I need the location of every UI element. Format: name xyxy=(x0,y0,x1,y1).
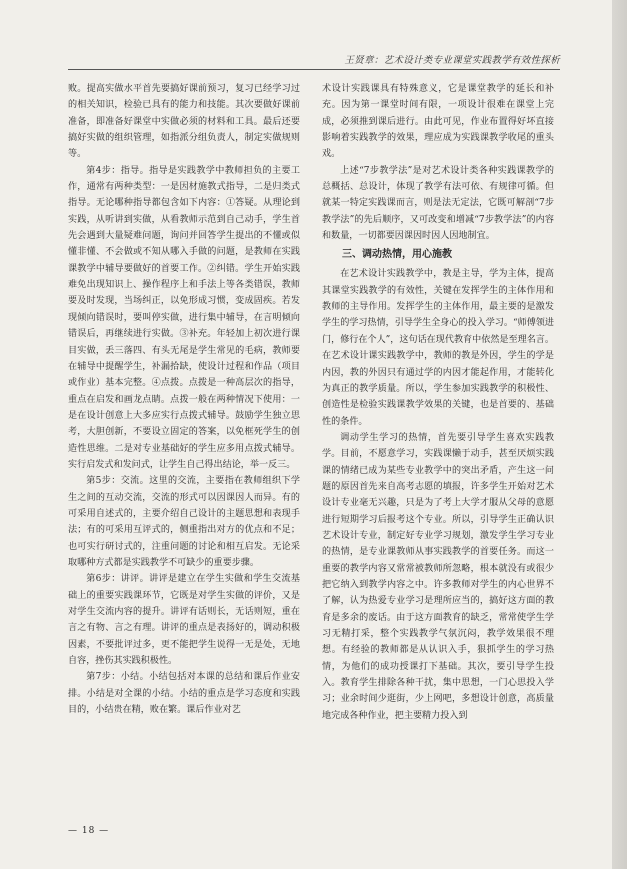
section-heading: 三、调动热情，用心施教 xyxy=(342,249,452,261)
page-number: — 18 — xyxy=(68,826,110,836)
paragraph-learning-passion: 调动学生学习的热情，首先要引导学生喜欢实践教学。目前，不愿意学习，实践课懒于动手，甚至厌烦实践课的情绪已成为某些专业教学中的突出矛盾，产生这一问题的原因首先来自高考志愿的填报，许多学生开始对艺术设计专业毫无兴趣，只是为了考上大学才服从父母的意愿进行短期学习后报考这个专业。所以，引导学生正确认识艺术设计专业，制定好专业学习规划，激发学生学习专业的热情，是专业课教师从事实践教学的首要任务。而这一重要的教学内容又常常被教师所忽略，根本就没有或很少把它纳入到教学内容之中。许多教师对学生的内心世界不了解，认为热爱专业学习是理所应当的，搞好这方面的教育是多余的废话。由于这方面教育的缺乏，常常使学生学习无精打采，整个实践教学气氛沉闷，教学效果很不理想。有经验的教师都是从认识入手，狠抓学生的学习热情，为他们的成功授课打下基础。其次，要引导学生投入。教育学生排除各种干扰，集中思想，一门心思投入学习；业余时间少逛街，少上网吧，多想设计创意，高质量地完成各种作业，把主要精力投入到 xyxy=(322,432,554,721)
paragraph-step5-exchange: 第5步：交流。这里的交流，主要指在教师组织下学生之间的互动交流，交流的形式可以因课因人而异。有的可采用自述式的，主要介绍自己设计的主题思想和表现手法；有的可采用互评式的，侧重指出对方的优点和不足；也可实行研讨式的，注重问题的讨论和相互启发。无论采取哪种方式都是实践教学不可缺少的重要步骤。 xyxy=(68,476,300,568)
paragraph-continuation: 败。提高实做水平首先要搞好课前预习，复习已经学习过的相关知识，检验已具有的能力和技能。其次要做好课前准备，即准备好课堂中实做必须的材料和工具。最后还要搞好实做的组织管理，如指派分组负责人，制定实做规则等。 xyxy=(68,84,300,160)
paragraph-step4-guidance: 第4步：指导。指导是实践教学中教师担负的主要工作，通常有两种类型：一是因材施教式指导，二是归类式指导。无论哪种指导都包含如下内容：①答疑。从理论到实践，从听讲到实做，从看教师示范到自己动手，学生首先会遇到大量疑难问题，询问并回答学生提出的不懂或似懂非懂、不会做或不知从哪入手做的问题，是教师在实践课教学中辅导要做好的首要工作。②纠错。学生开始实践难免出现知识上、操作程序上和手法上等各类错误，教师要及时发现，当场纠正，以免形成习惯，变成固疾。若发现倾向错误时，要叫停实做，进行集中辅导，在言明倾向错误后，再继续进行实做。③补充。年轻加上初次进行课目实做，丢三落四、有头无尾是学生常见的毛病，教师要在辅导中提醒学生，补漏拾缺，使设计过程和作品（项目或作业）基本完整。④点拨。点拨是一种高层次的指导，重点在启发和画龙点睛。点拨一般在两种情况下使用：一是在设计创意上大多应实行点拨式辅导。鼓励学生独立思考，大胆创新，不要设立固定的答案，以免框死学生的创造性思维。二是对专业基础好的学生应多用点拨式辅导。实行启发式和发问式，让学生自己得出结论，举一反三。 xyxy=(68,165,300,470)
paragraph-homework: 术设计实践课具有特殊意义，它是课堂教学的延长和补充。因为第一课堂时间有限，一项设计很难在课堂上完成，必须推到课后进行。由此可见，作业布置得好坏直接影响着实践教学的效果，理应成为实践课教学收尾的重头戏。 xyxy=(322,84,554,160)
paragraph-student-subject: 在艺术设计实践教学中，教是主导，学为主体，提高其课堂实践教学的有效性，关键在发挥学生的主体作用和教师的主导作用。发挥学生的主体作用，最主要的是激发学生的学习热情，引导学生全身心的投入学习。“师傅领进门，修行在个人”，这句话在现代教育中依然是至理名言。在艺术设计课实践教学中，教师的教是外因，学生的学是内因，教的外因只有通过学的内因才能起作用，才能转化为真正的教学质量。所以，学生参加实践教学的积极性、创造性是检验实践课教学效果的关键，也是首要的、基础性的条件。 xyxy=(322,269,554,427)
paragraph-seven-step-method: 上述“7步教学法”是对艺术设计类各种实践课教学的总概括、总设计，体现了教学有法可依、有规律可循。但就某一特定实践课而言，则是法无定法，它既可解剖“7步教学法”的先后顺序，又可改变和增减“7步教学法”的内容和数量，一切都要因课因时因人因地制宜。 xyxy=(322,165,554,242)
right-column xyxy=(322,81,554,724)
page-gutter xyxy=(612,0,627,869)
header-rule xyxy=(68,69,560,70)
running-header: 王贤章：艺术设计类专业课堂实践教学有效性探析 xyxy=(344,55,560,66)
paragraph-step7-summary: 第7步：小结。小结包括对本课的总结和课后作业安排。小结是对全课的小结。小结的重点是学习态度和实践目的，小结贵在精，败在繁。课后作业对艺 xyxy=(68,672,300,716)
left-column xyxy=(68,81,300,718)
paragraph-step6-review: 第6步：讲评。讲评是建立在学生实做和学生交流基础上的重要实践课环节，它既是对学生实做的评价，又是对学生交流内容的提升。讲评有话则长，无话则短，重在言之有物、言之有理。讲评的重点是表扬好的，调动积极因素，不要批评过多，更不能把学生说得一无是处，无地自容，挫伤其实践积极性。 xyxy=(68,574,300,667)
